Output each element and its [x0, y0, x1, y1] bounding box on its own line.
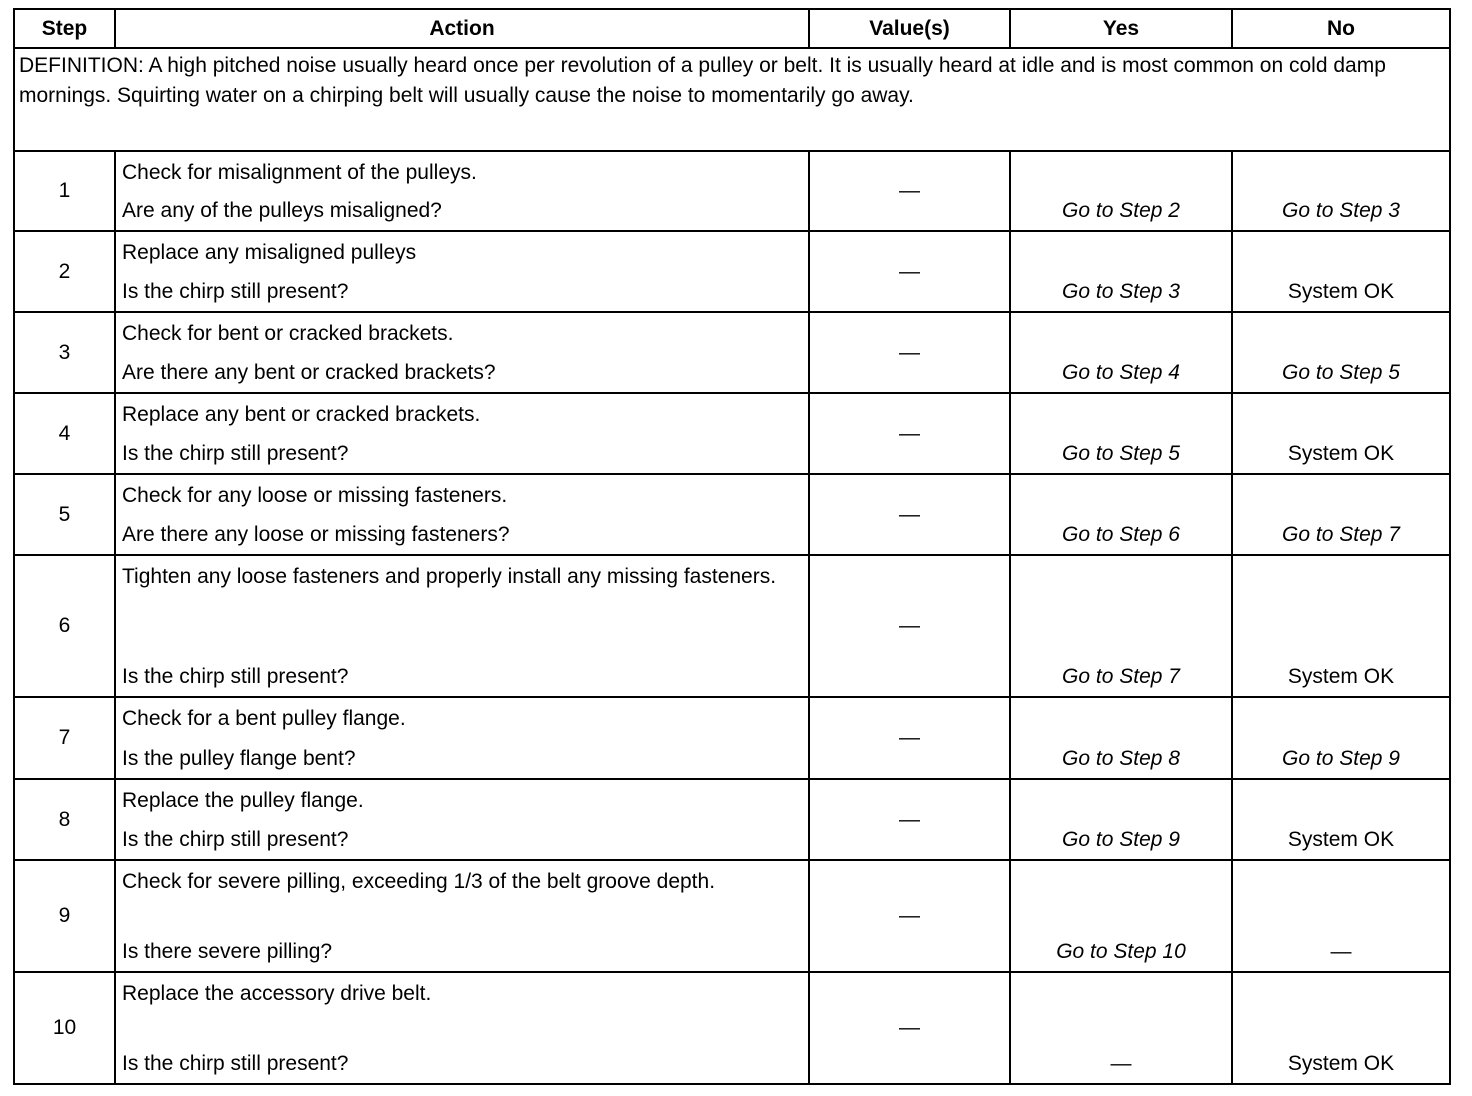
header-yes: Yes — [1010, 9, 1232, 48]
no-cell: Go to Step 7 — [1232, 474, 1450, 555]
step-number: 9 — [14, 860, 115, 972]
no-cell: System OK — [1232, 779, 1450, 860]
action-text: Replace any bent or cracked brackets. — [122, 403, 481, 426]
no-cell: Go to Step 9 — [1232, 697, 1450, 779]
definition-row — [14, 48, 1450, 151]
action-text: Check for any loose or missing fasteners. — [122, 484, 508, 507]
step-number: 4 — [14, 393, 115, 474]
action-text: Check for bent or cracked brackets. — [122, 322, 454, 345]
action-question: Is the chirp still present? — [122, 828, 349, 851]
yes-cell: Go to Step 8 — [1010, 697, 1232, 779]
header-values: Value(s) — [809, 9, 1010, 48]
yes-cell: Go to Step 3 — [1010, 231, 1232, 312]
action-cell — [115, 393, 809, 474]
no-cell: System OK — [1232, 972, 1450, 1084]
action-text: Check for severe pilling, exceeding 1/3 of the belt groove depth. — [122, 870, 716, 893]
action-cell — [115, 779, 809, 860]
header-row — [14, 9, 1450, 48]
table-row — [14, 860, 1450, 972]
value-cell: — — [809, 231, 1010, 312]
table-row — [14, 474, 1450, 555]
step-number: 3 — [14, 312, 115, 393]
action-question: Is the chirp still present? — [122, 280, 349, 303]
no-cell: System OK — [1232, 555, 1450, 697]
action-question: Is the chirp still present? — [122, 1052, 349, 1075]
action-cell — [115, 151, 809, 231]
action-cell — [115, 231, 809, 312]
action-text: Replace the pulley flange. — [122, 789, 364, 812]
action-question: Is the chirp still present? — [122, 665, 349, 688]
step-number: 6 — [14, 555, 115, 697]
yes-cell: Go to Step 6 — [1010, 474, 1232, 555]
yes-cell: Go to Step 10 — [1010, 860, 1232, 972]
action-cell — [115, 697, 809, 779]
action-cell — [115, 860, 809, 972]
yes-cell: Go to Step 2 — [1010, 151, 1232, 231]
header-step: Step — [14, 9, 115, 48]
value-cell: — — [809, 972, 1010, 1084]
step-number: 8 — [14, 779, 115, 860]
table-row — [14, 231, 1450, 312]
action-text: Check for a bent pulley flange. — [122, 707, 406, 730]
table-row — [14, 393, 1450, 474]
action-question: Is the chirp still present? — [122, 442, 349, 465]
table-row — [14, 972, 1450, 1084]
yes-cell: Go to Step 4 — [1010, 312, 1232, 393]
value-cell: — — [809, 474, 1010, 555]
diagnostic-table — [13, 8, 1451, 1085]
action-text: Tighten any loose fasteners and properly install any missing fasteners. — [122, 565, 777, 588]
value-cell: — — [809, 860, 1010, 972]
step-number: 2 — [14, 231, 115, 312]
yes-cell: Go to Step 5 — [1010, 393, 1232, 474]
action-question: Are there any loose or missing fasteners? — [122, 523, 510, 546]
action-text: Check for misalignment of the pulleys. — [122, 161, 477, 184]
value-cell: — — [809, 697, 1010, 779]
definition-text: DEFINITION: A high pitched noise usually heard once per revolution of a pulley or belt. It is usually heard at idle and is most common on cold damp mornings. Squirting water on a chirping belt will usually cause the noise to momentarily go away. — [14, 48, 1450, 151]
action-cell — [115, 972, 809, 1084]
table-row — [14, 312, 1450, 393]
yes-cell: Go to Step 7 — [1010, 555, 1232, 697]
value-cell: — — [809, 151, 1010, 231]
action-question: Are there any bent or cracked brackets? — [122, 361, 496, 384]
value-cell: — — [809, 393, 1010, 474]
no-cell: Go to Step 3 — [1232, 151, 1450, 231]
step-number: 1 — [14, 151, 115, 231]
action-cell — [115, 312, 809, 393]
action-cell — [115, 474, 809, 555]
action-cell — [115, 555, 809, 697]
table-row — [14, 697, 1450, 779]
step-number: 5 — [14, 474, 115, 555]
yes-cell: — — [1010, 972, 1232, 1084]
action-question: Is the pulley flange bent? — [122, 747, 356, 770]
step-number: 7 — [14, 697, 115, 779]
no-cell: — — [1232, 860, 1450, 972]
header-no: No — [1232, 9, 1450, 48]
table-row — [14, 151, 1450, 231]
value-cell: — — [809, 555, 1010, 697]
header-action: Action — [115, 9, 809, 48]
action-question: Are any of the pulleys misaligned? — [122, 199, 442, 222]
no-cell: System OK — [1232, 393, 1450, 474]
no-cell: Go to Step 5 — [1232, 312, 1450, 393]
table-row — [14, 555, 1450, 697]
action-text: Replace the accessory drive belt. — [122, 982, 432, 1005]
table-row — [14, 779, 1450, 860]
action-text: Replace any misaligned pulleys — [122, 241, 417, 264]
action-question: Is there severe pilling? — [122, 940, 333, 963]
step-number: 10 — [14, 972, 115, 1084]
yes-cell: Go to Step 9 — [1010, 779, 1232, 860]
value-cell: — — [809, 312, 1010, 393]
no-cell: System OK — [1232, 231, 1450, 312]
value-cell: — — [809, 779, 1010, 860]
